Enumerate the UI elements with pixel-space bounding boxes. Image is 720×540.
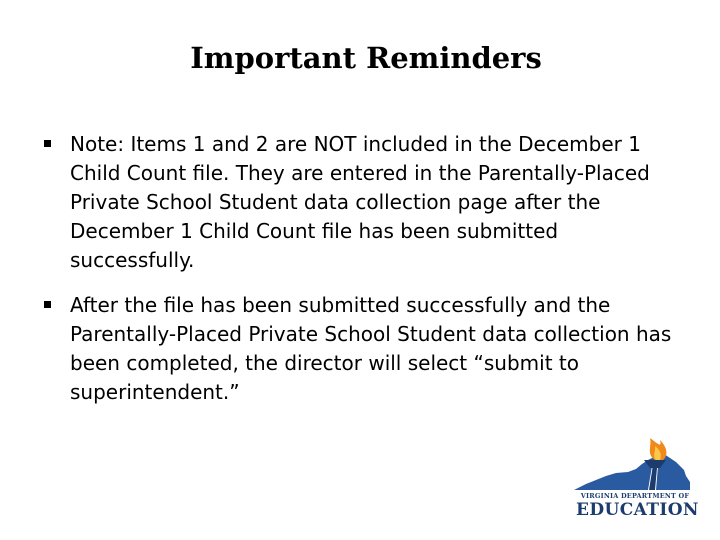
bullet-item [44, 130, 684, 275]
logo-education-line: EDUCATION [576, 500, 699, 520]
square-bullet-icon [44, 301, 51, 308]
logo-department-line: VIRGINIA DEPARTMENT OF [580, 492, 690, 500]
bullet-item [44, 291, 684, 407]
virginia-torch-logo-icon [572, 436, 694, 496]
bullet-text: After the file has been submitted successfully and the Parentally-Placed Private School Student data collection has been completed, the director will select “submit to superintendent.” [70, 293, 672, 404]
virginia-map-shape [574, 454, 690, 490]
square-bullet-icon [44, 140, 51, 147]
bullet-text: Note: Items 1 and 2 are NOT included in the December 1 Child Count file. They are entered in the Parentally-Placed Private School Student data collection page after the December 1 Child Count file has been submitted successfully. [70, 132, 650, 272]
bullet-list [44, 130, 684, 423]
vdoe-logo [572, 436, 699, 522]
slide-title: Important Reminders [190, 41, 542, 75]
